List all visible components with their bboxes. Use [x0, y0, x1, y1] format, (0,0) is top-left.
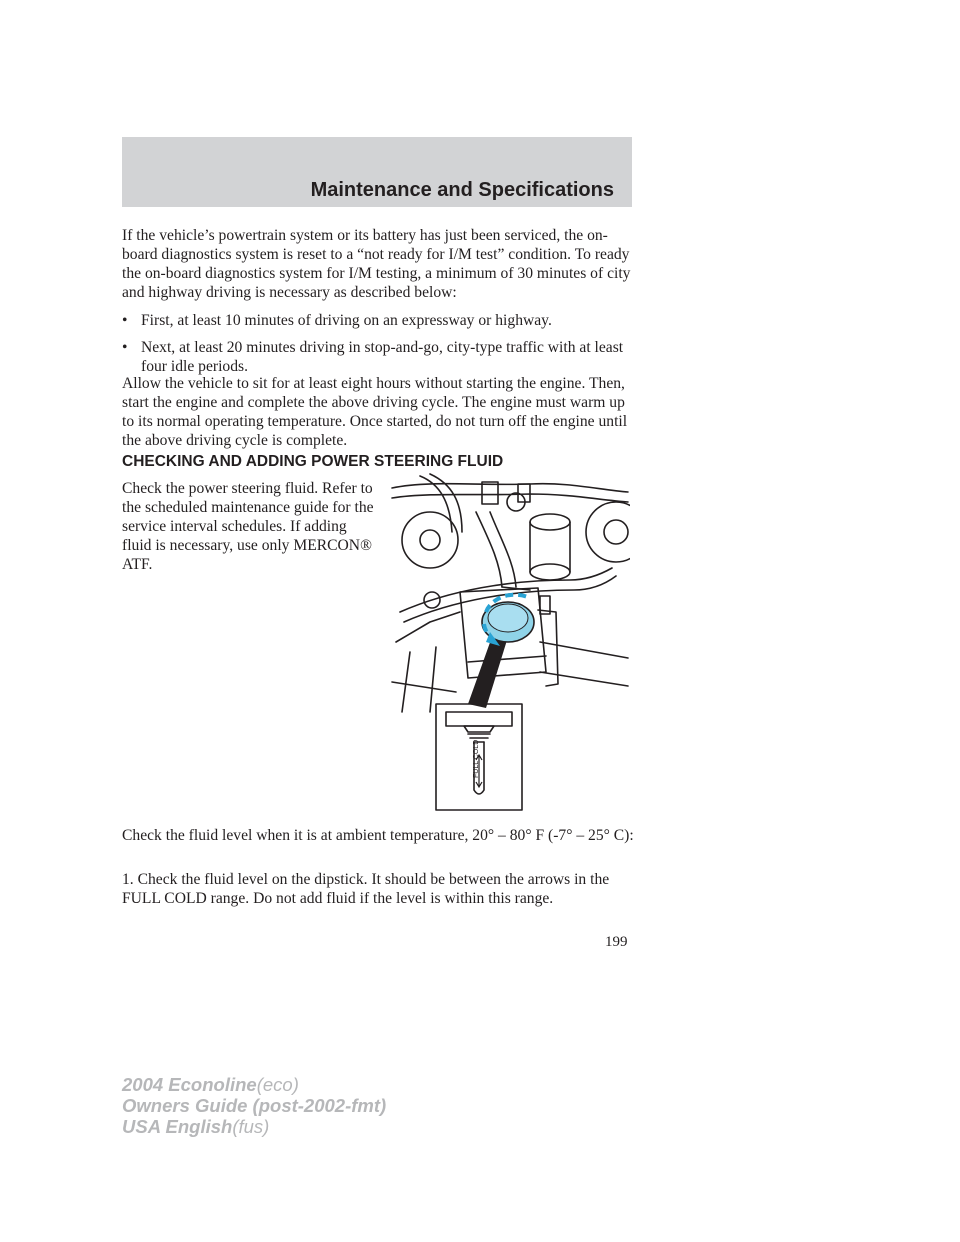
page-number: 199: [605, 934, 628, 950]
list-item: [122, 311, 637, 330]
section-header-band: [122, 137, 632, 207]
paragraph-ambient: Check the fluid level when it is at ambient temperature, 20° – 80° F (-7° – 25° C):: [122, 827, 634, 844]
paragraph-check-fluid: Check the power steering fluid. Refer to the scheduled maintenance guide for the service interval schedules. If adding fluid is necessary, use only MERCON® ATF.: [122, 480, 374, 573]
document-footer: [122, 1074, 386, 1137]
footer-line-1: [122, 1074, 386, 1095]
bullet-icon: •: [122, 312, 128, 329]
paragraph-intro: If the vehicle’s powertrain system or its battery has just been serviced, the on-board diagnostics system is reset to a “not ready for I/M test” condition. To ready the on-board diagnostics system for I/M testing, a minimum of 30 minutes of city and highway driving is necessary as described below:: [122, 227, 631, 301]
list-item: [122, 338, 637, 376]
list-item-text: Next, at least 20 minutes driving in stop-and-go, city-type traffic with at least four idle periods.: [141, 339, 624, 375]
list-item-text: First, at least 10 minutes of driving on an expressway or highway.: [141, 312, 552, 329]
paragraph-step-1: 1. Check the fluid level on the dipstick. It should be between the arrows in the FULL COLD range. Do not add fluid if the level is within this range.: [122, 871, 610, 907]
dipstick-label: FULL COLD: [473, 739, 480, 778]
footer-language: USA English: [122, 1116, 233, 1137]
engine-compartment-drawing: [390, 472, 630, 812]
footer-line-3: [122, 1116, 386, 1137]
paragraph-allow: Allow the vehicle to sit for at least eight hours without starting the engine. Then, start the engine and complete the above driving cycle. The engine must warm up to its normal operating temperature. Once started, do not turn off the engine until the above driving cycle is complete.: [122, 375, 628, 449]
power-steering-reservoir-illustration: [390, 472, 630, 812]
footer-language-code: (fus): [232, 1116, 270, 1137]
section-title: Maintenance and Specifications: [310, 179, 614, 201]
bullet-icon: •: [122, 339, 128, 356]
footer-model-code: (eco): [256, 1074, 299, 1095]
section-heading: CHECKING AND ADDING POWER STEERING FLUID: [122, 453, 504, 470]
footer-guide: Owners Guide (post-2002-fmt): [122, 1095, 387, 1116]
footer-line-2: [122, 1095, 386, 1116]
footer-model: 2004 Econoline: [122, 1074, 257, 1095]
